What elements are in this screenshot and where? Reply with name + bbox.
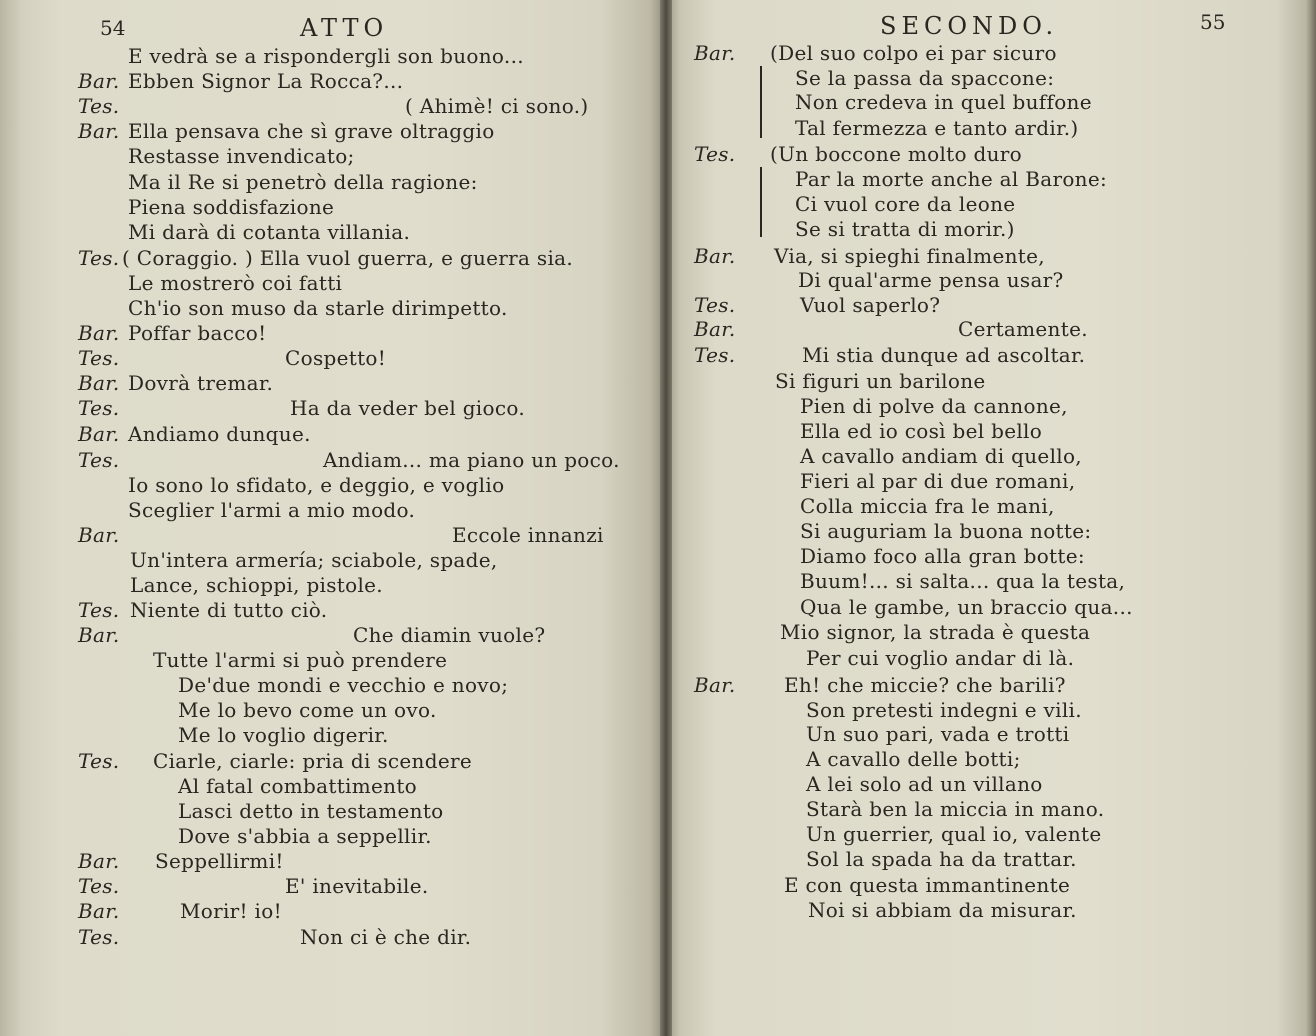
speaker-label: Bar. <box>694 673 736 697</box>
verse-line: Ma il Re si penetrò della ragione: <box>128 170 478 194</box>
verse-line: Diamo foco alla gran botte: <box>800 544 1085 568</box>
verse-line: Restasse invendicato; <box>128 144 355 168</box>
verse-line: Di qual'arme pensa usar? <box>798 268 1064 292</box>
verse-line: Piena soddisfazione <box>128 195 335 219</box>
verse-line: Al fatal combattimento <box>178 774 418 798</box>
verse-line: Si figuri un barilone <box>775 369 986 393</box>
verse-line: Me lo voglio digerir. <box>178 723 389 747</box>
verse-line: Un guerrier, qual io, valente <box>806 822 1102 846</box>
verse-line: Mio signor, la strada è questa <box>780 620 1091 644</box>
verse-line: Certamente. <box>958 317 1088 341</box>
page-number-right: 55 <box>1200 10 1226 34</box>
verse-line: E con questa immantinente <box>784 873 1071 897</box>
speaker-label: Tes. <box>78 94 120 118</box>
verse-line: Ci vuol core da leone <box>795 192 1016 216</box>
verse-line: Se si tratta di morir.) <box>795 217 1015 241</box>
verse-line: Lance, schioppi, pistole. <box>130 573 383 597</box>
speaker-label: Bar. <box>78 321 120 345</box>
verse-line: A cavallo delle botti; <box>806 747 1021 771</box>
verse-line: A lei solo ad un villano <box>806 772 1043 796</box>
verse-line: Un'intera armería; sciabole, spade, <box>130 548 498 572</box>
speaker-label: Bar. <box>78 899 120 923</box>
verse-line: Vuol saperlo? <box>800 293 941 317</box>
speaker-label: Tes. <box>78 396 120 420</box>
verse-line: Buum!... si salta... qua la testa, <box>800 569 1126 593</box>
speaker-label: Bar. <box>694 41 736 65</box>
verse-line: Ebben Signor La Rocca?... <box>128 69 404 93</box>
verse-line: Sceglier l'armi a mio modo. <box>128 498 416 522</box>
verse-line: Un suo pari, vada e trotti <box>806 722 1070 746</box>
verse-line: Che diamin vuole? <box>353 623 546 647</box>
verse-line: Lasci detto in testamento <box>178 799 444 823</box>
verse-line: Se la passa da spaccone: <box>795 66 1055 90</box>
verse-line: Eh! che miccie? che barili? <box>784 673 1066 697</box>
verse-line: Si auguriam la buona notte: <box>800 519 1092 543</box>
verse-line: ( Ahimè! ci sono.) <box>405 94 589 118</box>
verse-line: (Del suo colpo ei par sicuro <box>770 41 1057 65</box>
verse-line: Le mostrerò coi fatti <box>128 271 343 295</box>
verse-line: Morir! io! <box>180 899 282 923</box>
speaker-label: Tes. <box>694 293 736 317</box>
verse-line: Ha da veder bel gioco. <box>290 396 525 420</box>
verse-line: (Un boccone molto duro <box>770 142 1022 166</box>
speaker-label: Bar. <box>78 422 120 446</box>
speaker-label: Bar. <box>78 623 120 647</box>
speaker-label: Bar. <box>694 244 736 268</box>
verse-line: Mi darà di cotanta villania. <box>128 220 411 244</box>
verse-line: Dovrà tremar. <box>128 371 274 395</box>
verse-line: A cavallo andiam di quello, <box>800 444 1082 468</box>
verse-line: Niente di tutto ciò. <box>130 598 328 622</box>
verse-line: Non credeva in quel buffone <box>795 90 1092 114</box>
verse-line: Via, si spieghi finalmente, <box>774 244 1045 268</box>
verse-line: Par la morte anche al Barone: <box>795 167 1108 191</box>
speaker-label: Bar. <box>694 317 736 341</box>
verse-line: Qua le gambe, un braccio qua... <box>800 595 1133 619</box>
speaker-label: Tes. <box>78 246 120 270</box>
verse-line: Cospetto! <box>285 346 387 370</box>
verse-line: Ella pensava che sì grave oltraggio <box>128 119 495 143</box>
speaker-label: Tes. <box>78 598 120 622</box>
aside-brace-tes <box>760 167 768 237</box>
speaker-label: Tes. <box>78 749 120 773</box>
speaker-label: Tes. <box>694 343 736 367</box>
speaker-label: Tes. <box>78 448 120 472</box>
verse-line: Poffar bacco! <box>128 321 267 345</box>
verse-line: Seppellirmi! <box>155 849 284 873</box>
verse-line: Andiam... ma piano un poco. <box>323 448 620 472</box>
verse-line: E' inevitabile. <box>285 874 429 898</box>
verse-line: Per cui voglio andar di là. <box>806 646 1075 670</box>
speaker-label: Tes. <box>78 925 120 949</box>
verse-line: Noi si abbiam da misurar. <box>808 898 1077 922</box>
verse-line: Ciarle, ciarle: pria di scendere <box>153 749 472 773</box>
verse-line: Mi stia dunque ad ascoltar. <box>802 343 1086 367</box>
verse-line: Starà ben la miccia in mano. <box>806 797 1105 821</box>
verse-line: De'due mondi e vecchio e novo; <box>178 673 509 697</box>
verse-line: Me lo bevo come un ovo. <box>178 698 437 722</box>
verse-line: Son pretesti indegni e vili. <box>806 698 1082 722</box>
verse-line: Fieri al par di due romani, <box>800 469 1076 493</box>
speaker-label: Tes. <box>78 346 120 370</box>
verse-line: Andiamo dunque. <box>128 422 311 446</box>
verse-line: E vedrà se a rispondergli son buono... <box>128 44 524 68</box>
verse-line: Dove s'abbia a seppellir. <box>178 824 432 848</box>
verse-line: Non ci è che dir. <box>300 925 472 949</box>
aside-brace-baron <box>760 66 768 138</box>
verse-line: Tutte l'armi si può prendere <box>153 648 448 672</box>
speaker-label: Tes. <box>78 874 120 898</box>
verse-line: Ella ed io così bel bello <box>800 419 1043 443</box>
verse-line: Ch'io son muso da starle dirimpetto. <box>128 296 508 320</box>
verse-line: Colla miccia fra le mani, <box>800 494 1055 518</box>
verse-line: ( Coraggio. ) Ella vuol guerra, e guerra sia. <box>122 246 574 270</box>
verse-line: Pien di polve da cannone, <box>800 394 1068 418</box>
verse-line: Io sono lo sfidato, e deggio, e voglio <box>128 473 505 497</box>
book-spine <box>660 0 672 1036</box>
speaker-label: Tes. <box>694 142 736 166</box>
speaker-label: Bar. <box>78 69 120 93</box>
speaker-label: Bar. <box>78 371 120 395</box>
verse-line: Tal fermezza e tanto ardir.) <box>795 116 1079 140</box>
verse-line: Sol la spada ha da trattar. <box>806 847 1077 871</box>
page-header-left: ATTO <box>300 14 389 42</box>
speaker-label: Bar. <box>78 523 120 547</box>
speaker-label: Bar. <box>78 119 120 143</box>
verse-line: Eccole innanzi <box>452 523 604 547</box>
page-header-right: SECONDO. <box>880 12 1059 40</box>
page-number-left: 54 <box>100 16 126 40</box>
speaker-label: Bar. <box>78 849 120 873</box>
